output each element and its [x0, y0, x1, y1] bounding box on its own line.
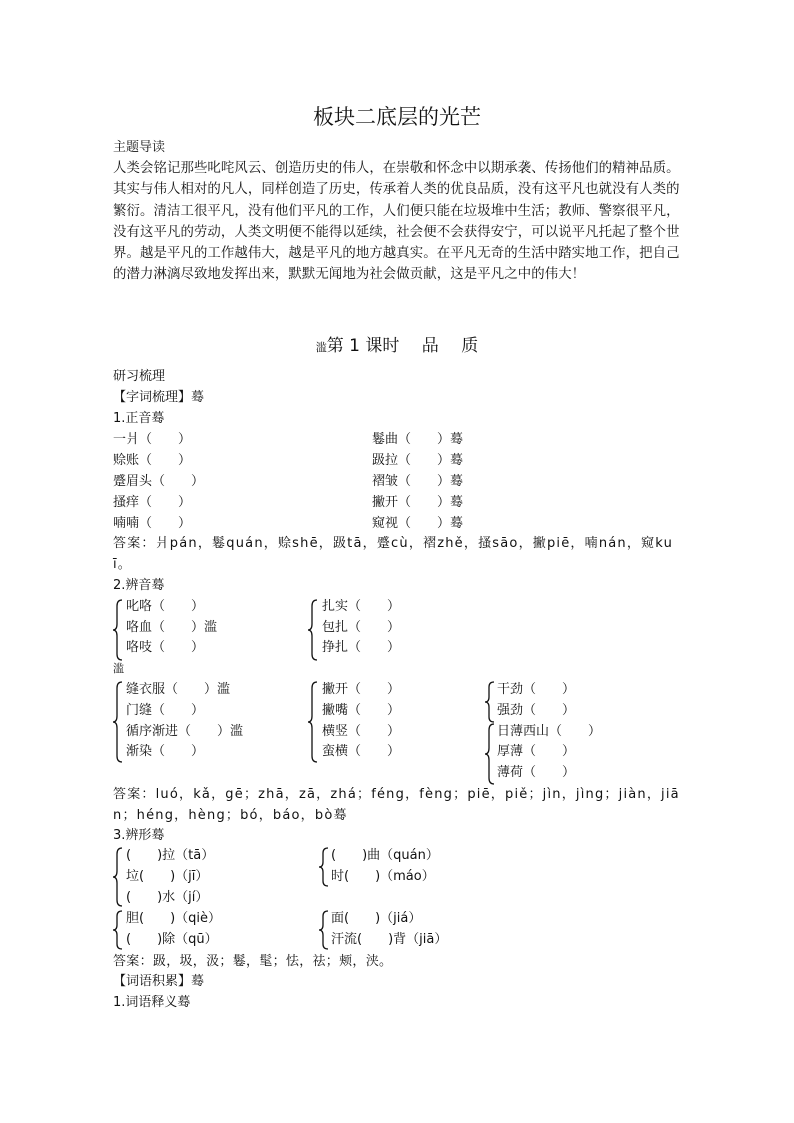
bianxing-g1-item: 垃( )（jī）	[126, 869, 209, 884]
bianyin-g1-item: 叱咯（ ）	[126, 599, 205, 614]
bianyin-g3-item: 门缝（ ）	[126, 703, 205, 718]
bianxing-g4-item: 面( )（jiá）	[331, 911, 422, 926]
bianyin-g5-item: 干劲（ ）	[497, 682, 576, 697]
bianyin-g5-item: 强劲（ ）	[497, 703, 576, 718]
bianyin-g3-item: 缝衣服（ ）滥	[126, 682, 231, 697]
lesson-title	[0, 333, 794, 361]
intro-heading: 主题导读	[113, 140, 166, 155]
bianyin-g2-item: 扎实（ ）	[322, 599, 401, 614]
bianxing-heading: 3.辨形蓦	[113, 828, 165, 843]
bianyin-heading: 2.辨音蓦	[113, 578, 165, 593]
zhengyin-right-item: 趿拉（ ）蓦	[372, 453, 464, 468]
bianyin-g5-item: 薄荷（ ）	[497, 765, 576, 780]
brace-icon	[307, 598, 319, 662]
zhengyin-left-item: 蹙眉头（ ）	[113, 474, 205, 489]
bianyin-g1-item: 咯血（ ）滥	[126, 620, 218, 635]
zhengyin-heading: 1.正音蓦	[113, 411, 165, 426]
zhengyin-answer: 答案：爿pán，鬈quán，赊shē，趿tā，蹙cù，褶zhě，搔sāo，撇piē，喃nán，窥kuī。	[113, 536, 674, 572]
bianyin-g1-item: 咯吱（ ）	[126, 640, 205, 655]
brace-icon	[307, 680, 319, 764]
bianxing-g1-item: ( )拉（tā）	[126, 848, 215, 863]
zhengyin-right-item: 窥视（ ）蓦	[372, 516, 464, 531]
zhengyin-left-item: 喃喃（ ）	[113, 516, 192, 531]
intro-paragraph: 人类会铭记那些叱咤风云、创造历史的伟人，在崇敬和怀念中以期承袭、传扬他们的精神品质。其实与伟人相对的凡人，同样创造了历史，传承着人类的优良品质，没有这平凡也就没有人类的繁衍。清洁工很平凡，没有他们平凡的工作，人们便只能在垃圾堆中生活；教师、警察很平凡，没有这平凡的劳动，人类文明便不能得以延续，社会便不会获得安宁，可以说平凡托起了整个世界。越是平凡的工作越伟大，越是平凡的地方越真实。在平凡无奇的生活中踏实地工作，把自己的潜力淋漓尽致地发挥出来，默默无闻地为社会做贡献，这是平凡之中的伟大！	[113, 161, 680, 283]
brace-icon	[484, 680, 496, 724]
bianxing-g3-item: 胆( )（qiè）	[126, 911, 222, 926]
bianyin-g5-item: 厚薄（ ）	[497, 744, 576, 759]
brace-icon	[318, 909, 330, 951]
page-title: 板块二底层的光芒	[313, 105, 481, 129]
zhengyin-right-item: 鬈曲（ ）蓦	[372, 432, 464, 447]
bianyin-g2-item: 挣扎（ ）	[322, 640, 401, 655]
bianyin-separator: 滥	[113, 662, 124, 675]
zhengyin-right-item: 撇开（ ）蓦	[372, 495, 464, 510]
bianyin-g2-item: 包扎（ ）	[322, 620, 401, 635]
bianyin-g4-item: 蛮横（ ）	[322, 744, 401, 759]
brace-icon	[112, 680, 124, 764]
brace-icon	[318, 846, 330, 888]
ciyu-heading: 【词语积累】蓦	[113, 974, 205, 989]
bianxing-g2-item: 时( )（máo）	[331, 869, 435, 884]
bianyin-g3-item: 渐染（ ）	[126, 744, 205, 759]
brace-icon	[112, 846, 124, 908]
brace-icon	[112, 909, 124, 951]
bianyin-g5-item: 日薄西山（ ）	[497, 724, 602, 739]
bianyin-answer: 答案：luó，kǎ，gē；zhā，zā，zhá；féng，fèng；piē，piě；jìn，jìng；jiàn，jiān；héng，hèng；bó，báo，bò蓦	[113, 787, 680, 823]
bianyin-g3-item: 循序渐进（ ）滥	[126, 724, 244, 739]
bianxing-g3-item: ( )除（qū）	[126, 932, 218, 947]
bianyin-g4-item: 撇嘴（ ）	[322, 703, 401, 718]
bianxing-answer: 答案：趿，圾，汲；鬈，髦；怯，祛；颊，浃。	[113, 954, 393, 969]
zici-heading: 【字词梳理】蓦	[113, 390, 205, 405]
zhengyin-right-item: 褶皱（ ）蓦	[372, 474, 464, 489]
shiyi-heading: 1.词语释义蓦	[113, 995, 191, 1010]
bianyin-g4-item: 撇开（ ）	[322, 682, 401, 697]
zhengyin-left-item: 赊账（ ）	[113, 453, 192, 468]
bianyin-g4-item: 横竖（ ）	[322, 724, 401, 739]
lesson-title-text: 第 1 课时 品 质	[326, 336, 479, 356]
study-heading: 研习梳理	[113, 369, 166, 384]
bianxing-g2-item: ( )曲（quán）	[331, 848, 439, 863]
zhengyin-left-item: 搔痒（ ）	[113, 495, 192, 510]
zhengyin-left-item: 一爿（ ）	[113, 432, 192, 447]
brace-icon	[484, 722, 496, 786]
bianxing-g1-item: ( )水（jí）	[126, 890, 209, 905]
bianxing-g4-item: 汗流( )背（jiā）	[331, 932, 448, 947]
lesson-mark: 滥	[315, 341, 327, 354]
brace-icon	[112, 598, 124, 662]
